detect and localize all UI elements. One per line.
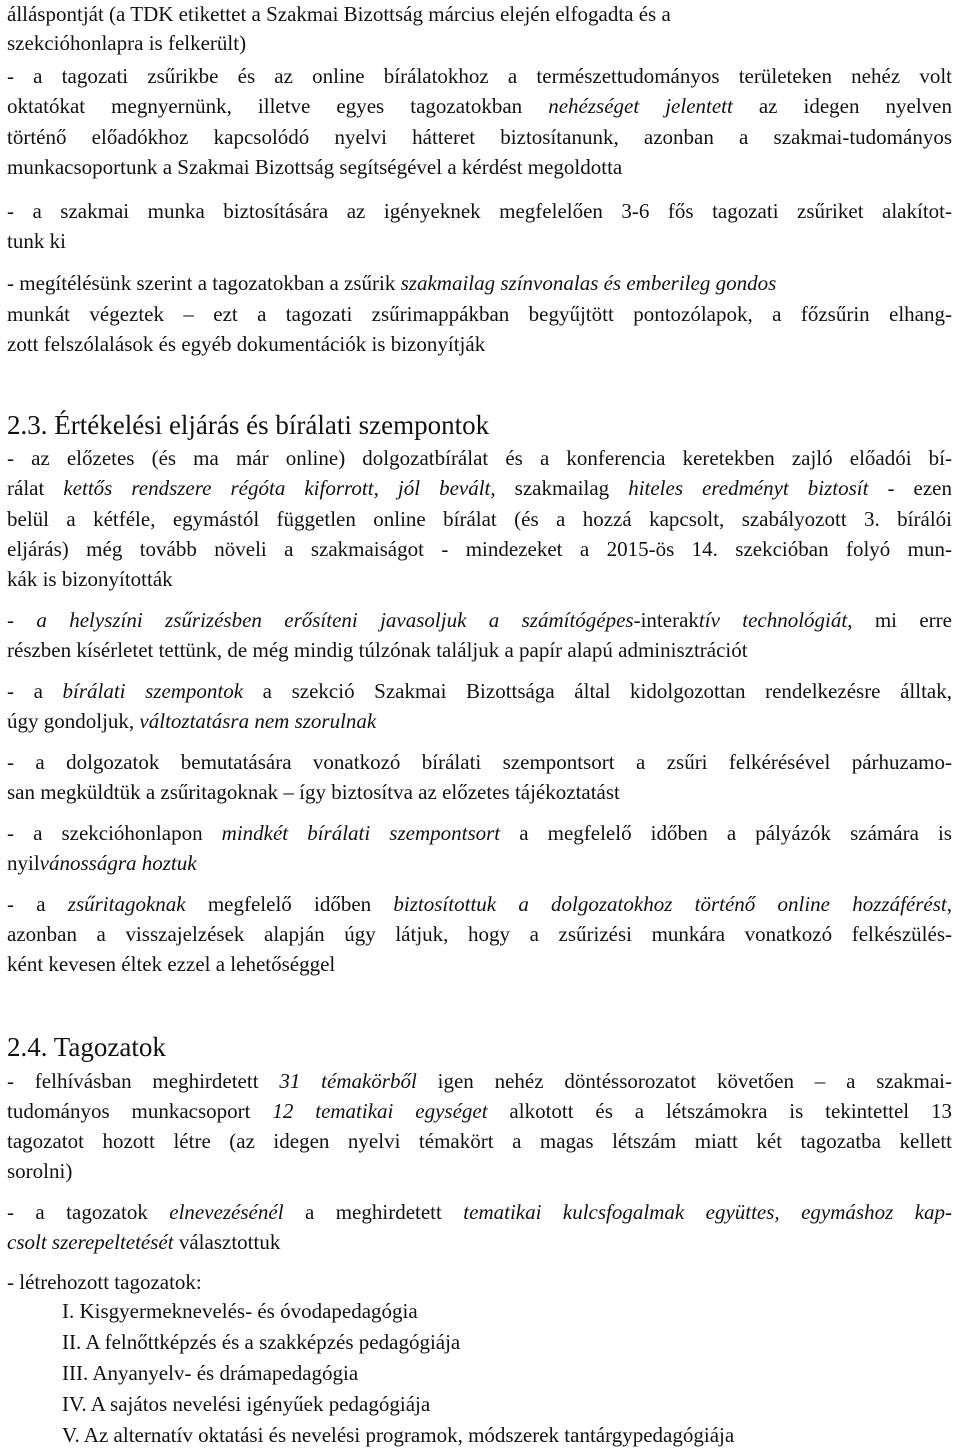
text-line [7,677,952,705]
text-run: a szekció Szakmai Bizottsága által kidolgozottan rendelkezésre álltak, [243,679,952,703]
text-run: - [7,608,37,632]
text-line [7,778,952,806]
text-line [7,92,952,120]
text-line [7,1157,952,1185]
text-line [7,474,952,502]
text-line [7,123,952,151]
text-run: I. Kisgyermeknevelés- és óvodapedagógia [62,1299,418,1323]
italic-text: zsűritagoknak [67,892,186,916]
text-line [7,1268,952,1296]
text-run: kák is bizonyították [7,567,173,591]
italic-text: 12 tematikai egységet [272,1099,488,1123]
list-item [62,1421,952,1449]
text-run: álláspontját (a TDK etikettet a Szakmai Bizottság március elején elfogadta és a [7,2,671,26]
text-run: munkacsoportunk a Szakmai Bizottság segítségével a kérdést megoldotta [7,155,623,179]
text-run: - a szakmai munka biztosítására az igényeknek megfelelően 3-6 fős tagozati zsűriket alakítot- [7,199,952,223]
text-run: , mi erre [847,608,952,632]
text-run: történő előadókhoz kapcsolódó nyelvi hátteret biztosítanunk, azonban a szakmai-tudományos [7,125,952,149]
text-run: 2.4. Tagozatok [7,1032,166,1062]
text-run: 2.3. Értékelési eljárás és bírálati szempontok [7,410,490,440]
text-line [7,227,952,255]
italic-text: 31 témakörből [279,1069,417,1093]
text-line [7,606,952,634]
text-run: san megküldtük a zsűritagoknak – így biztosítva az előzetes tájékoztatást [7,780,620,804]
text-run: megfelelő időben [185,892,394,916]
text-run: V. Az alternatív oktatási és nevelési programok, módszerek tantárgypedagógiája [62,1423,735,1447]
text-run: -interak [633,608,699,632]
text-run: szekcióhonlapra is felkerült) [7,31,247,55]
text-line [7,849,952,877]
text-run: oktatókat megnyernünk, illetve egyes tagozatokban [7,94,549,118]
text-line [7,1127,952,1155]
text-run: alkotott és a létszámokra is tekintettel 13 [487,1099,953,1123]
text-run: II. A felnőttképzés és a szakképzés pedagógiája [62,1330,461,1354]
text-line [7,535,952,563]
text-run: IV. A sajátos nevelési igényűek pedagógiája [62,1392,431,1416]
text-line [7,819,952,847]
text-run: - létrehozott tagozatok: [7,1270,202,1294]
text-line [7,950,952,978]
text-run: igen nehéz döntéssorozatot követően – a szakmai- [416,1069,953,1093]
text-run: a megfelelő időben a pályázók számára is [500,821,952,845]
list-item [62,1297,952,1325]
text-line [7,565,952,593]
italic-text: bírálati szempontok [62,679,244,703]
text-line [7,505,952,533]
text-run: ként kevesen éltek ezzel a lehetőséggel [7,952,336,976]
text-line [7,707,952,735]
text-line [7,62,952,90]
text-run: szakmailag [495,476,629,500]
text-line [7,890,952,918]
text-run: az idegen nyelven [732,94,952,118]
italic-text: elnevezésénél [169,1200,284,1224]
italic-text: vánosságra hoztuk [39,851,197,875]
text-run: tunk ki [7,229,66,253]
text-run: - a tagozati zsűrikbe és az online bírálatokhoz a természettudományos területeken nehéz volt [7,64,952,88]
text-run: úgy gondoljuk, [7,709,140,733]
list-item [62,1390,952,1418]
section-heading [7,409,952,441]
italic-text: nehézséget jelentett [548,94,733,118]
text-run: - az előzetes (és ma már online) dolgozatbírálat és a konferencia keretekben zajló előadói bí- [7,446,952,470]
text-run: - megítélésünk szerint a tagozatokban a zsűrik [7,271,401,295]
text-run: sorolni) [7,1159,73,1183]
italic-text: változtatásra nem szorulnak [139,709,377,733]
text-run: tagozatot hozott létre (az idegen nyelvi témakört a magas létszám miatt két tagozatba kellett [7,1129,952,1153]
text-run: - a szekcióhonlapon [7,821,222,845]
text-run: azonban a visszajelzések alapján úgy látjuk, hogy a zsűrizési munkára vonatkozó felkészülés- [7,922,952,946]
text-run: zott felszólalások és egyéb dokumentációk is bizonyítják [7,332,486,356]
text-line [7,0,952,28]
text-line [7,330,952,358]
text-run: , [946,892,952,916]
text-line [7,300,952,328]
text-run: - a [7,679,63,703]
text-run: választottuk [173,1230,281,1254]
text-run: részben kísérletet tettünk, de még mindig túlzónak találjuk a papír alapú adminisztrációt [7,638,748,662]
text-run: - ezen [868,476,952,500]
italic-text: kettős rendszere régóta kiforrott, jól bevált, [63,476,496,500]
italic-text: mindkét bírálati szempontsort [221,821,501,845]
text-run: a meghirdetett [283,1200,464,1224]
italic-text: tív technológiát [698,608,848,632]
text-run: tudományos munkacsoport [7,1099,273,1123]
text-line [7,269,952,297]
italic-text: szakmailag színvonalas és emberileg gondos [400,271,777,295]
text-line [7,1097,952,1125]
text-run: III. Anyanyelv- és drámapedagógia [62,1361,359,1385]
text-line [7,1067,952,1095]
text-line [7,748,952,776]
section-heading [7,1031,952,1063]
text-run: - a tagozatok [7,1200,170,1224]
text-run: - felhívásban meghirdetett [7,1069,280,1093]
text-line [7,29,952,57]
text-run: - a [7,892,68,916]
italic-text: hiteles eredményt biztosít [628,476,869,500]
text-run: belül a kétféle, egymástól független online bírálat (és a hozzá kapcsolt, szabályozott 3. bírálói [7,507,952,531]
italic-text: tematikai kulcsfogalmak együttes, egymáshoz kap- [463,1200,953,1224]
text-line [7,920,952,948]
list-item [62,1328,952,1356]
italic-text: biztosítottuk a dolgozatokhoz történő online hozzáférést [393,892,947,916]
text-line [7,444,952,472]
italic-text: csolt szerepeltetését [7,1230,174,1254]
text-line [7,1228,952,1256]
text-line [7,1198,952,1226]
text-run: rálat [7,476,64,500]
list-item [62,1359,952,1387]
italic-text: a helyszíni zsűrizésben erősíteni javasoljuk a számítógépes [36,608,634,632]
text-line [7,636,952,664]
text-run: nyil [7,851,40,875]
text-line [7,153,952,181]
text-run: - a dolgozatok bemutatására vonatkozó bírálati szempontsort a zsűri felkérésével párhuzamo- [7,750,952,774]
text-line [7,197,952,225]
text-run: munkát végeztek – ezt a tagozati zsűrimappákban begyűjtött pontozólapok, a főzsűrin elhang- [7,302,952,326]
text-run: eljárás) még tovább növeli a szakmaiságot - mindezeket a 2015-ös 14. szekcióban folyó mun- [7,537,952,561]
